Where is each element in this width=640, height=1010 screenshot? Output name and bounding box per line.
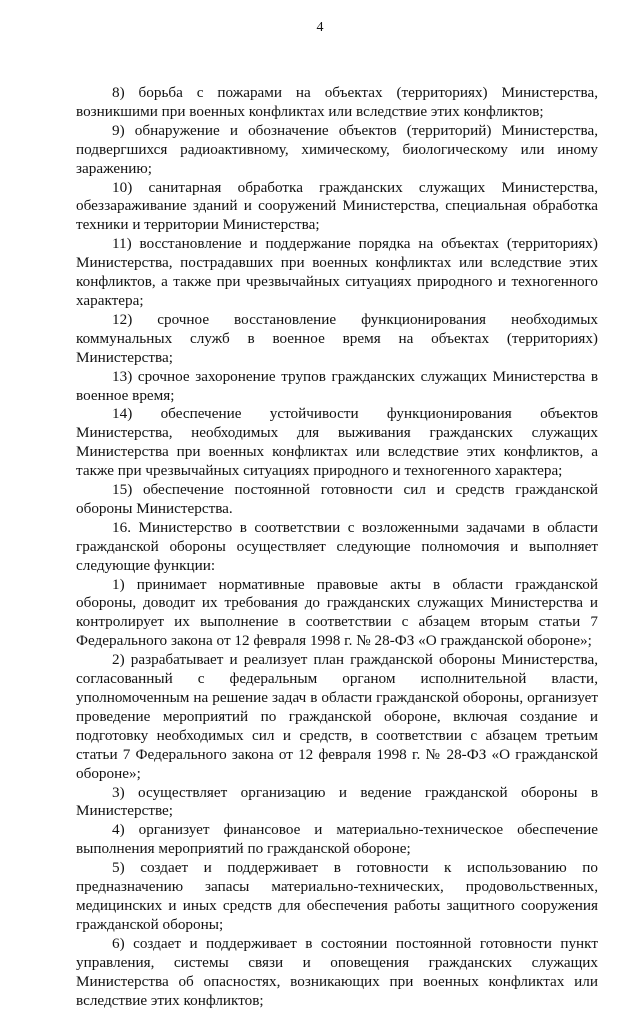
function-item-4: 4) организует финансовое и материально-техническое обеспечение выполнения мероприятий по гражданской обороне; bbox=[76, 821, 598, 858]
paragraph-item-8: 8) борьба с пожарами на объектах (территориях) Министерства, возникшими при военных конфликтах или вследствие этих конфликтов; bbox=[76, 84, 598, 120]
function-item-6: 6) создает и поддерживает в состоянии постоянной готовности пункт управления, системы связи и оповещения гражданских служащих Министерства об опасностях, возникающих при военных конфликтах или вследствие этих конфликтов; bbox=[76, 934, 598, 1009]
paragraph-item-10: 10) санитарная обработка гражданских служащих Министерства, обеззараживание зданий и сооружений Министерства, специальная обработка техники и территории Министерства; bbox=[76, 178, 598, 234]
document-body bbox=[76, 84, 598, 1010]
paragraph-item-9: 9) обнаружение и обозначение объектов (территорий) Министерства, подвергшихся радиоактивному, химическому, биологическому или иному заражению; bbox=[76, 121, 598, 177]
section-16-heading-paragraph: 16. Министерство в соответствии с возложенными задачами в области гражданской обороны осуществляет следующие полномочия и выполняет следующие функции: bbox=[76, 518, 598, 574]
function-item-1: 1) принимает нормативные правовые акты в области гражданской обороны, доводит их требования до гражданских служащих Министерства и контролирует их выполнение в соответствии с абзацем вторым статьи 7 Федерального закона от 12 февраля 1998 г. № 28-ФЗ «О гражданской обороне»; bbox=[76, 575, 598, 650]
paragraph-item-14: 14) обеспечение устойчивости функционирования объектов Министерства, необходимых для выживания гражданских служащих Министерства при военных конфликтах или вследствие этих конфликтов, а также при чрезвычайных ситуациях природного и техногенного характера; bbox=[76, 405, 598, 480]
paragraph-item-11: 11) восстановление и поддержание порядка на объектах (территориях) Министерства, пострадавших при военных конфликтах или вследствие этих конфликтов, а также при чрезвычайных ситуациях природного и техногенного характера; bbox=[76, 235, 598, 309]
paragraph-item-12: 12) срочное восстановление функционирования необходимых коммунальных служб в военное время на объектах (территориях) Министерства; bbox=[76, 310, 598, 366]
function-item-2: 2) разрабатывает и реализует план гражданской обороны Министерства, согласованный с федеральным органом исполнительной власти, уполномоченным на решение задач в области гражданской обороны, организует проведение мероприятий по гражданской обороне, включая создание и подготовку необходимых сил и средств, в соответствии с абзацем третьим статьи 7 Федерального закона от 12 февраля 1998 г. № 28-ФЗ «О гражданской обороне»; bbox=[76, 651, 598, 782]
function-item-3: 3) осуществляет организацию и ведение гражданской обороны в Министерстве; bbox=[76, 783, 598, 820]
function-item-5: 5) создает и поддерживает в готовности к использованию по предназначению запасы материально-технических, продовольственных, медицинских и иных средств для обеспечения работы защитного сооружения гражданской обороны; bbox=[76, 859, 598, 933]
page-number: 4 bbox=[316, 20, 324, 35]
paragraph-item-15: 15) обеспечение постоянной готовности сил и средств гражданской обороны Министерства. bbox=[76, 481, 598, 517]
paragraph-item-13: 13) срочное захоронение трупов гражданских служащих Министерства в военное время; bbox=[76, 367, 598, 404]
